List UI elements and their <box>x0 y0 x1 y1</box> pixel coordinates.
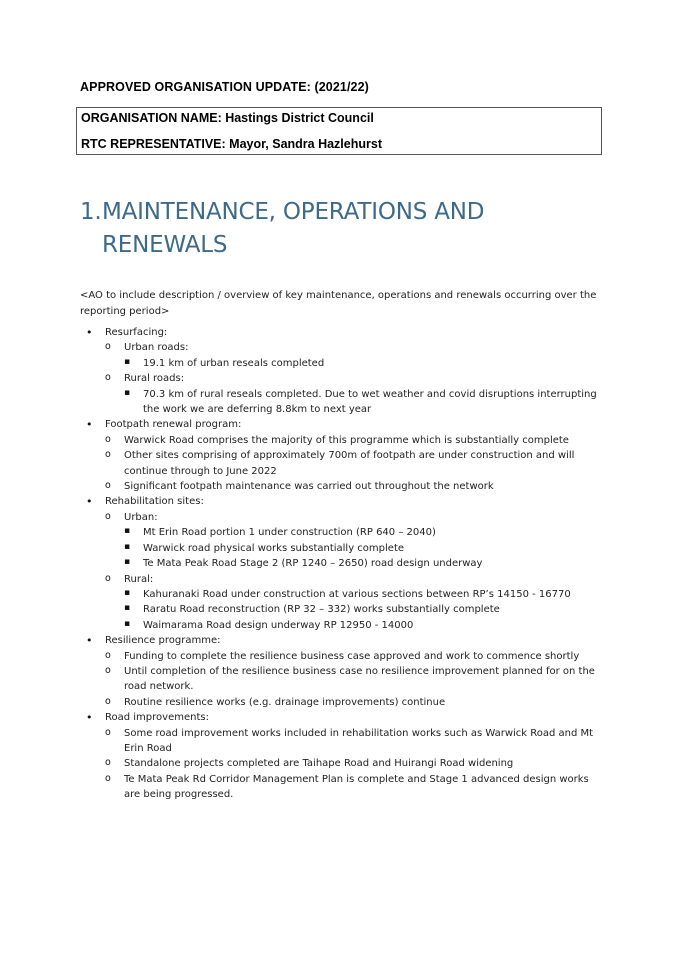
sub-item <box>105 649 600 664</box>
bullet-item-label: Footpath renewal program: <box>105 419 242 431</box>
detail-item: ▪ Mt Erin Road portion 1 under construction (RP 640 – 2040) <box>124 525 600 540</box>
update-title: APPROVED ORGANISATION UPDATE: (2021/22) <box>80 80 369 94</box>
bullet-item-label: Resilience programme: <box>105 635 221 647</box>
sub-list <box>105 726 600 803</box>
detail-item: ▪ 19.1 km of urban reseals completed <box>124 356 600 371</box>
detail-item: ▪ Kahuranaki Road under construction at various sections between RP’s 14150 - 16770 <box>124 587 600 602</box>
section-number: 1. <box>80 199 102 225</box>
sub-item <box>105 510 600 572</box>
sub-list <box>105 433 600 495</box>
detail-item: ▪ Waimarama Road design underway RP 12950 - 14000 <box>124 618 600 633</box>
bullet-list-container <box>80 325 600 803</box>
bullet-list <box>80 325 600 803</box>
detail-list <box>124 387 600 418</box>
sub-list <box>105 340 600 417</box>
detail-list <box>124 587 600 633</box>
sub-item-label: Until completion of the resilience business case no resilience improvement planned for on the road network. <box>124 665 595 693</box>
sub-item <box>105 572 600 634</box>
sub-item <box>105 371 600 417</box>
sub-item-label: Urban roads: <box>124 342 189 354</box>
section-heading <box>80 196 600 262</box>
bullet-item-label: Road improvements: <box>105 712 209 724</box>
detail-item: ▪ Warwick road physical works substantially complete <box>124 541 600 556</box>
bullet-item <box>80 417 600 494</box>
sub-item <box>105 664 600 695</box>
sub-item <box>105 433 600 448</box>
bullet-item-label: Rehabilitation sites: <box>105 496 204 508</box>
section-heading-line1: MAINTENANCE, OPERATIONS AND <box>102 199 485 225</box>
organisation-name: ORGANISATION NAME: Hastings District Council <box>81 111 374 125</box>
organisation-box <box>76 107 602 155</box>
detail-list <box>124 356 600 371</box>
bullet-item-label: Resurfacing: <box>105 327 168 338</box>
sub-item-label: Rural roads: <box>124 373 185 385</box>
detail-list <box>124 525 600 571</box>
sub-item <box>105 448 600 479</box>
sub-item-label: Significant footpath maintenance was carried out throughout the network <box>124 481 494 493</box>
sub-item <box>105 726 600 757</box>
detail-item: ▪ 70.3 km of rural reseals completed. Due to wet weather and covid disruptions interrupting the work we are deferring 8.8km to next year <box>124 387 600 418</box>
intro-paragraph: <AO to include description / overview of key maintenance, operations and renewals occurring over the reporting period> <box>80 290 597 317</box>
bullet-item <box>80 325 600 417</box>
sub-item <box>105 340 600 371</box>
detail-item: ▪ Te Mata Peak Road Stage 2 (RP 1240 – 2650) road design underway <box>124 556 600 571</box>
bullet-item <box>80 633 600 710</box>
sub-list <box>105 649 600 711</box>
sub-item <box>105 479 600 494</box>
rtc-representative: RTC REPRESENTATIVE: Mayor, Sandra Hazlehurst <box>81 137 382 151</box>
sub-item-label: Funding to complete the resilience business case approved and work to commence shortly <box>124 650 580 662</box>
sub-item <box>105 756 600 771</box>
bullet-item <box>80 710 600 802</box>
sub-item-label: Standalone projects completed are Taihape Road and Huirangi Road widening <box>124 758 514 770</box>
sub-item <box>105 695 600 710</box>
section-heading-line2: RENEWALS <box>102 232 228 258</box>
sub-item <box>105 772 600 803</box>
sub-item-label: Some road improvement works included in rehabilitation works such as Warwick Road and Mt Erin Road <box>124 727 594 754</box>
bullet-item <box>80 494 600 633</box>
detail-item: ▪ Raratu Road reconstruction (RP 32 – 332) works substantially complete <box>124 602 600 617</box>
sub-item-label: Urban: <box>124 511 158 523</box>
sub-item-label: Routine resilience works (e.g. drainage improvements) continue <box>124 696 446 708</box>
sub-item-label: Other sites comprising of approximately 700m of footpath are under construction and will continue through to June 2022 <box>124 450 575 477</box>
sub-item-label: Rural: <box>124 573 154 585</box>
sub-item-label: Warwick Road comprises the majority of this programme which is substantially complete <box>124 434 569 446</box>
sub-item-label: Te Mata Peak Rd Corridor Management Plan is complete and Stage 1 advanced design works are being progressed. <box>124 773 589 801</box>
sub-list <box>105 510 600 633</box>
